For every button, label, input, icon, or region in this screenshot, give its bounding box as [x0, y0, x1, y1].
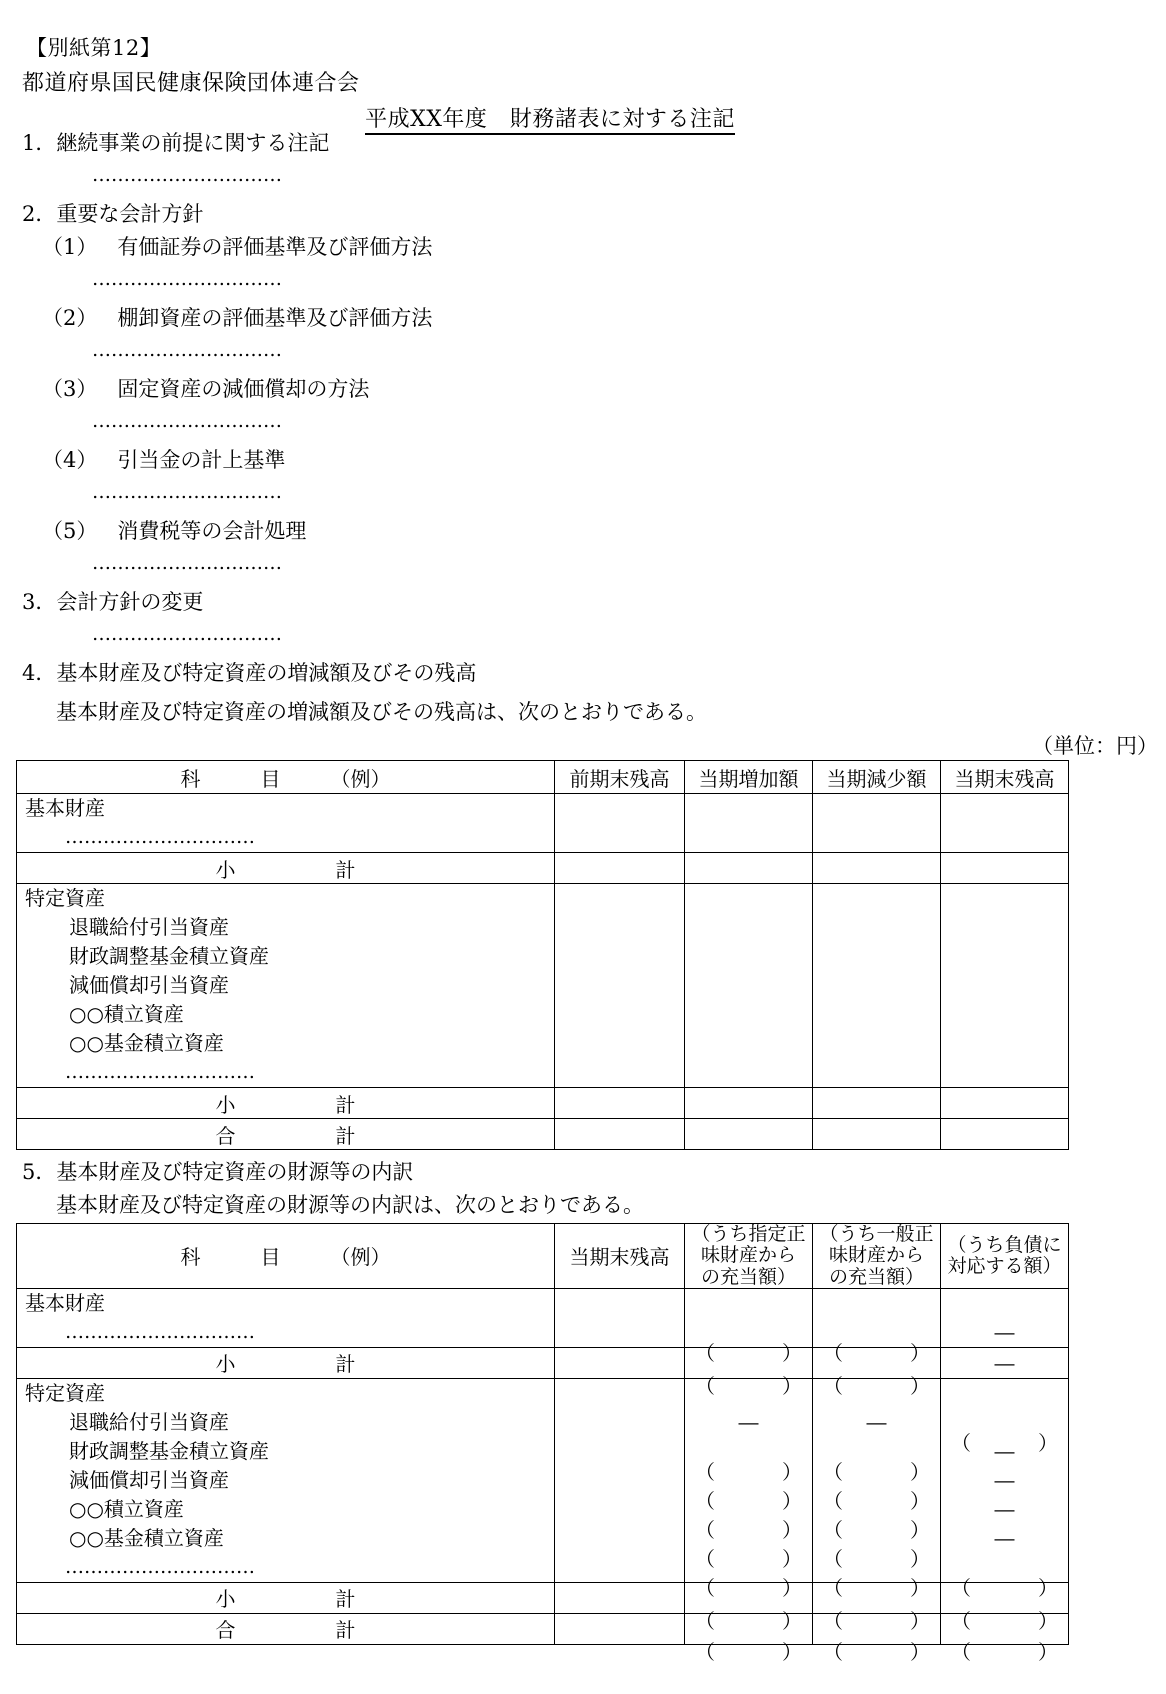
col-header-item: 科 目 （例） [17, 761, 555, 794]
paren-close: ） [782, 1459, 802, 1484]
row-label: ○○積立資産 [69, 1002, 184, 1026]
section-2-2-dots: ………………………… [92, 339, 282, 361]
section-4-label: 基本財産及び特定資産の増減額及びその残高 [56, 661, 477, 685]
section-3-label: 会計方針の変更 [56, 590, 204, 614]
cell-current-end-balance[interactable] [941, 794, 1069, 853]
organization-name: 都道府県国民健康保険団体連合会 [22, 71, 360, 96]
cell-current-decrease[interactable] [813, 794, 941, 853]
section-2-1-label: 有価証券の評価基準及び評価方法 [117, 235, 433, 259]
paren-open: （ [695, 1373, 715, 1398]
col-header-general-net-assets [813, 1224, 941, 1289]
table-row [17, 1378, 1069, 1582]
cell-current-end-balance[interactable] [941, 1119, 1069, 1150]
section-2-1-number: （1） [42, 235, 98, 259]
col-header-current-decrease: 当期減少額 [813, 761, 941, 794]
cell-prev-end-balance[interactable] [555, 853, 685, 884]
notes-outline [0, 131, 1166, 1664]
section-5-label: 基本財産及び特定資産の財源等の内訳 [56, 1160, 414, 1184]
cell-current-decrease[interactable] [813, 853, 941, 884]
cell-prev-end-balance[interactable] [555, 1088, 685, 1119]
cell-designated-net-assets[interactable] [685, 1288, 813, 1365]
document-title-text: 平成XX年度 財務諸表に対する注記 [365, 107, 735, 135]
row-label: ○○積立資産 [69, 1496, 184, 1521]
section-2-1-dots: ………………………… [92, 268, 282, 290]
paren-open: （ [823, 1373, 843, 1398]
paren-close: ） [1038, 1430, 1058, 1455]
row-label-subtotal: 小 計 [17, 1582, 555, 1613]
col-header-designated-net-assets [685, 1224, 813, 1289]
section-2-number: 2． [22, 202, 57, 226]
paren-close: ） [1038, 1639, 1058, 1664]
row-label: ○○基金積立資産 [69, 1031, 224, 1055]
section-4-heading [0, 663, 1166, 696]
paren-open: （ [823, 1575, 843, 1600]
paren-close: ） [782, 1517, 802, 1542]
col-header-current-end-balance: 当期末残高 [941, 761, 1069, 794]
cell-current-end-balance[interactable] [555, 1613, 685, 1644]
section-3-heading [0, 592, 1166, 625]
cell-prev-end-balance[interactable] [555, 794, 685, 853]
cell-line-blank [941, 1379, 1068, 1408]
paren-open: （ [951, 1639, 971, 1664]
paren-open: （ [695, 1488, 715, 1513]
paren-close: ） [910, 1517, 930, 1542]
col-header-line: （うち負債に [947, 1233, 1062, 1256]
paren-open: （ [823, 1546, 843, 1571]
cell-current-decrease[interactable] [813, 884, 941, 1088]
row-label: 財政調整基金積立資産 [69, 944, 269, 968]
section-5-number: 5． [22, 1160, 57, 1184]
col-header-line: （うち指定正 [691, 1223, 806, 1245]
cell-line-dash: ― [738, 1409, 759, 1434]
section-1-heading [0, 133, 1166, 166]
section-2-5-label: 消費税等の会計処理 [117, 519, 307, 543]
unit-note-table1: （単位：円） [1032, 734, 1158, 758]
section-2-1-heading [0, 237, 1166, 270]
funding-breakdown-table [16, 1223, 1069, 1664]
section-2-4-number: （4） [42, 448, 98, 472]
section-2-2-label: 棚卸資産の評価基準及び評価方法 [117, 306, 433, 330]
row-dots: ………………………… [65, 826, 255, 848]
table-row [17, 1288, 1069, 1347]
cell-current-increase[interactable] [685, 884, 813, 1088]
row-label: 特定資産 [25, 886, 105, 910]
col-header-current-end-balance: 当期末残高 [555, 1224, 685, 1289]
section-1-number: 1． [22, 131, 57, 155]
paren-open: （ [695, 1608, 715, 1633]
row-label: 特定資産 [25, 1380, 105, 1405]
cell-line-blank [941, 1289, 1068, 1318]
col-header-line: 味財産から [700, 1244, 796, 1267]
row-label: 財政調整基金積立資産 [69, 1438, 269, 1463]
cell-line-blank [813, 1289, 940, 1318]
cell-current-end-balance[interactable] [555, 1378, 685, 1582]
cell-current-decrease[interactable] [813, 1088, 941, 1119]
cell-line-dash: ― [866, 1409, 887, 1434]
row-label: 基本財産 [25, 1290, 105, 1315]
cell-line-paren [941, 1553, 1068, 1600]
section-1-label: 継続事業の前提に関する注記 [56, 131, 330, 155]
paren-open: （ [695, 1517, 715, 1542]
section-2-label: 重要な会計方針 [56, 202, 204, 226]
paren-close: ） [910, 1608, 930, 1633]
cell-liability-corresponding[interactable]: ― [941, 1347, 1069, 1378]
cell-line-dash: ― [994, 1467, 1015, 1492]
paren-open: （ [823, 1340, 843, 1365]
col-header-prev-end-balance: 前期末残高 [555, 761, 685, 794]
document-title [0, 102, 1100, 133]
paren-close: ） [1038, 1575, 1058, 1600]
paren-close: ） [782, 1608, 802, 1633]
paren-open: （ [695, 1639, 715, 1664]
row-label-grandtotal: 合 計 [17, 1119, 555, 1150]
row-label-subtotal: 小 計 [17, 1088, 555, 1119]
paren-open: （ [823, 1608, 843, 1633]
fixed-assets-change-table [16, 760, 1069, 1150]
row-dots: ………………………… [65, 1555, 255, 1578]
col-header-item: 科 目 （例） [17, 1224, 555, 1289]
cell-line-dash: ― [994, 1525, 1015, 1550]
cell-line-paren [685, 1318, 812, 1365]
row-group-basic-assets [17, 1288, 555, 1347]
row-label: 退職給付引当資産 [69, 1409, 229, 1434]
paren-close: ） [782, 1373, 802, 1398]
section-2-4-dots: ………………………… [92, 481, 282, 503]
section-2-5-number: （5） [42, 519, 98, 543]
cell-current-increase[interactable] [685, 1088, 813, 1119]
section-2-3-number: （3） [42, 377, 98, 401]
section-2-3-dots: ………………………… [92, 410, 282, 432]
cell-line-paren [813, 1318, 940, 1365]
section-3-number: 3． [22, 590, 57, 614]
col-header-line: 味財産から [828, 1244, 924, 1267]
section-2-2-heading [0, 308, 1166, 341]
row-dots: ………………………… [65, 1061, 255, 1083]
paren-close: ） [910, 1546, 930, 1571]
paren-close: ） [782, 1340, 802, 1365]
cell-line-paren [941, 1408, 1068, 1455]
paren-open: （ [823, 1639, 843, 1664]
section-5-heading [0, 1156, 1166, 1189]
paren-close: ） [782, 1546, 802, 1571]
paren-close: ） [1038, 1608, 1058, 1633]
row-group-designated-assets [17, 1378, 555, 1582]
section-1-dots: ………………………… [92, 164, 282, 186]
section-5-body-text: 基本財産及び特定資産の財源等の内訳は、次のとおりである。 [56, 1193, 644, 1217]
paren-open: （ [951, 1608, 971, 1633]
row-group-designated-assets [17, 884, 555, 1088]
col-header-liability-corresponding [941, 1224, 1069, 1289]
section-3-dots: ………………………… [92, 623, 282, 645]
table-row [17, 884, 1069, 1088]
paren-open: （ [823, 1488, 843, 1513]
paren-open: （ [695, 1575, 715, 1600]
section-4-number: 4． [22, 661, 57, 685]
section-2-heading [0, 204, 1166, 237]
section-2-3-heading [0, 379, 1166, 412]
cell-current-end-balance[interactable] [941, 1088, 1069, 1119]
paren-open: （ [951, 1430, 971, 1455]
section-2-4-heading [0, 450, 1166, 483]
section-2-5-heading [0, 521, 1166, 554]
col-header-line: の充当額） [700, 1265, 796, 1288]
col-header-line: 対応する額） [947, 1254, 1062, 1277]
col-header-line: （うち一般正 [819, 1223, 934, 1245]
paren-close: ） [782, 1639, 802, 1664]
paren-open: （ [695, 1459, 715, 1484]
row-label: ○○基金積立資産 [69, 1525, 224, 1550]
row-label: 減価償却引当資産 [69, 1467, 229, 1492]
table-row [17, 853, 1069, 884]
cell-line-dash: ― [994, 1496, 1015, 1521]
cell-prev-end-balance[interactable] [555, 884, 685, 1088]
col-header-line: の充当額） [828, 1265, 924, 1288]
table-header-row [17, 761, 1069, 794]
paren-close: ） [910, 1639, 930, 1664]
cell-current-decrease[interactable] [813, 1119, 941, 1150]
paren-close: ） [910, 1373, 930, 1398]
section-2-5-dots: ………………………… [92, 552, 282, 574]
paren-close: ） [910, 1575, 930, 1600]
cell-line-paren [813, 1437, 940, 1484]
table-row [17, 794, 1069, 853]
row-label-subtotal: 小 計 [17, 1347, 555, 1378]
cell-current-end-balance[interactable] [555, 1288, 685, 1347]
section-4-body-text: 基本財産及び特定資産の増減額及びその残高は、次のとおりである。 [56, 700, 707, 724]
col-header-current-increase: 当期増加額 [685, 761, 813, 794]
form-number-tag: 【別紙第12】 [26, 36, 162, 60]
cell-liability-corresponding[interactable] [941, 1378, 1069, 1600]
paren-close: ） [910, 1459, 930, 1484]
paren-open: （ [695, 1340, 715, 1365]
cell-line-blank [685, 1289, 812, 1318]
cell-general-net-assets[interactable] [813, 1378, 941, 1600]
paren-open: （ [823, 1459, 843, 1484]
cell-current-increase[interactable] [685, 794, 813, 853]
paren-open: （ [695, 1546, 715, 1571]
row-dots: ………………………… [65, 1320, 255, 1343]
cell-prev-end-balance[interactable] [555, 1119, 685, 1150]
paren-open: （ [951, 1575, 971, 1600]
cell-current-end-balance[interactable] [555, 1347, 685, 1378]
cell-liability-corresponding[interactable] [941, 1288, 1069, 1347]
row-label: 減価償却引当資産 [69, 973, 229, 997]
cell-current-end-balance[interactable] [941, 884, 1069, 1088]
paren-open: （ [823, 1517, 843, 1542]
row-label: 退職給付引当資産 [69, 915, 229, 939]
row-label-subtotal: 小 計 [17, 853, 555, 884]
section-2-2-number: （2） [42, 306, 98, 330]
cell-line-paren [685, 1437, 812, 1484]
table-row [17, 1088, 1069, 1119]
table-header-row [17, 1224, 1069, 1289]
cell-current-end-balance[interactable] [941, 853, 1069, 884]
row-label-grandtotal: 合 計 [17, 1613, 555, 1644]
paren-close: ） [910, 1340, 930, 1365]
cell-current-increase[interactable] [685, 1119, 813, 1150]
section-2-3-label: 固定資産の減価償却の方法 [117, 377, 370, 401]
cell-general-net-assets[interactable] [813, 1288, 941, 1365]
cell-designated-net-assets[interactable] [685, 1378, 813, 1600]
cell-current-end-balance[interactable] [555, 1582, 685, 1613]
paren-close: ） [782, 1575, 802, 1600]
section-2-4-label: 引当金の計上基準 [117, 448, 286, 472]
cell-current-increase[interactable] [685, 853, 813, 884]
paren-close: ） [782, 1488, 802, 1513]
paren-close: ） [910, 1488, 930, 1513]
row-group-basic-assets [17, 794, 555, 853]
row-label: 基本財産 [25, 796, 105, 820]
cell-line-dash: ― [994, 1319, 1015, 1344]
cell-line-dash: ― [994, 1438, 1015, 1463]
table-row [17, 1119, 1069, 1150]
